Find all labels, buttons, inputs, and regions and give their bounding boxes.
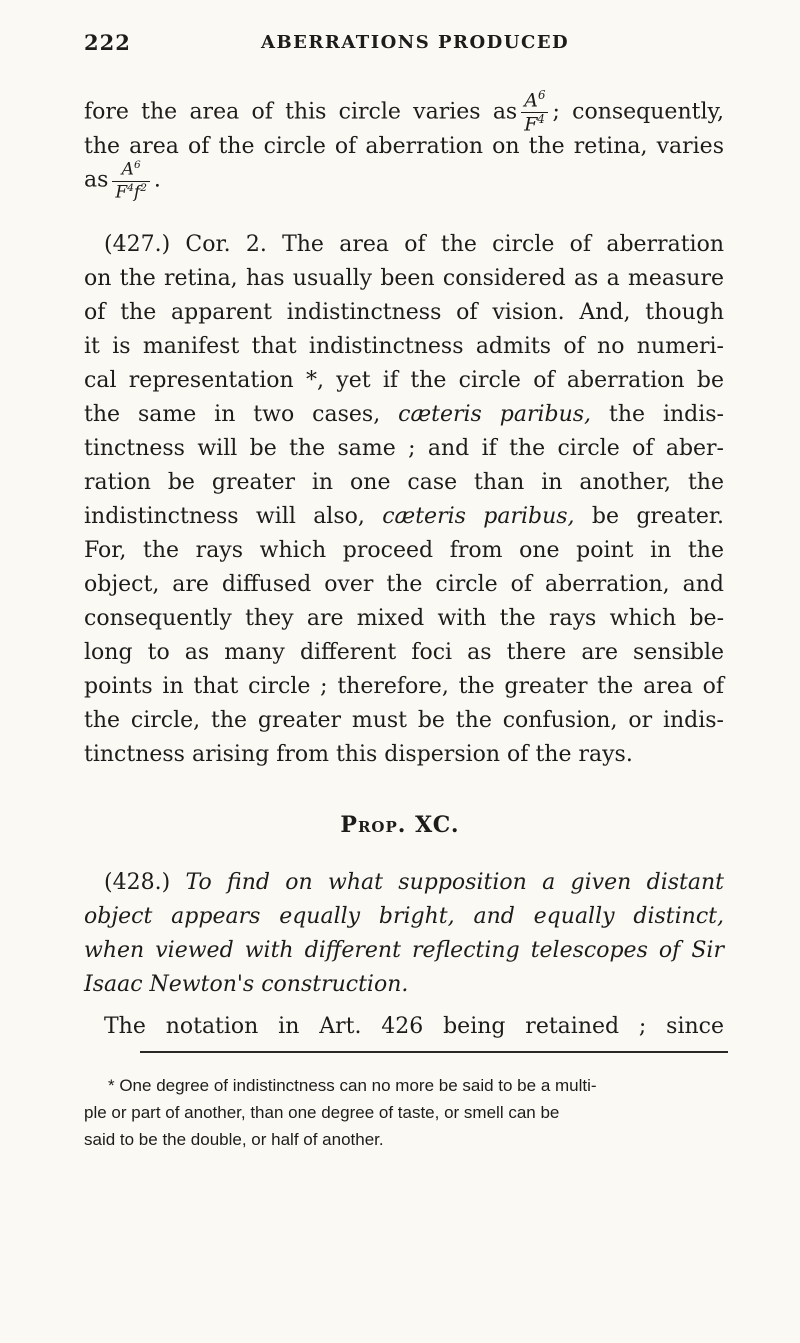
paragraph-cor2-first-line [104,230,724,260]
frac-den-exp: 2 [140,181,147,194]
text-line: tinctness arising from this dispersion of the rays. [84,742,633,767]
text-fragment: . [153,167,161,193]
footnote-line-2: ple or part of another, than one degree of taste, or smell can be [84,1103,560,1122]
text-line: long to as many different foci as there are sensible [84,640,724,665]
text-line: of the apparent indistinctness of vision. And, though [84,300,724,325]
italic-phrase: cæteris paribus, [382,504,575,529]
page-header [84,30,724,56]
text-line [84,400,724,430]
page-number: 222 [84,30,131,55]
text-line: For, the rays which proceed from one point in the [84,538,724,563]
frac-num: A [121,159,134,180]
footnote-rule [140,1051,728,1053]
text-fragment: be greater. [591,504,725,529]
text-line: cal representation *, yet if the circle of aberration be [84,368,724,393]
frac-den: f [133,182,141,203]
footnote-line-1: * One degree of indistinctness can no more be said to be a multi- [108,1076,597,1095]
text-fragment: fore the area of this circle varies as [84,99,518,125]
frac-num: A [524,89,538,112]
text-line: the circle, the greater must be the confusion, or indis- [84,708,724,733]
proposition-line-1 [104,868,724,898]
article-label: (428.) [104,870,171,895]
text-fragment: as [84,167,109,193]
text-fragment: indistinctness will also, [84,504,365,529]
proposition-line-3: when viewed with different reflecting telescopes of Sir [84,938,724,963]
text-fragment: The area of the circle of aberration [282,232,724,257]
italic-phrase: To find on what supposition a given distant [185,870,724,895]
text-line-2: the area of the circle of aberration on the retina, varies [84,134,724,159]
frac-den-exp: 4 [537,112,545,127]
frac-num-exp: 6 [537,88,546,102]
proposition-heading: Prop. XC. [340,812,460,838]
running-title: ABERRATIONS PRODUCED [261,32,570,53]
text-fragment: ; consequently, [552,99,724,125]
text-line: on the retina, has usually been considered as a measure [84,266,724,291]
footnote-line-3: said to be the double, or half of another. [84,1130,384,1149]
frac-den: F [524,113,538,136]
text-line: ration be greater in one case than in another, the [84,470,724,495]
text-line-1 [84,90,724,135]
proposition-line-2: object appears equally bright, and equally distinct, [84,904,724,929]
text-fragment: the indis- [608,402,724,427]
text-line: it is manifest that indistinctness admits of no numeri- [84,334,724,359]
text-line-3 [84,160,724,201]
article-label: (427.) Cor. 2. [104,232,267,257]
text-line: points in that circle ; therefore, the greater the area of [84,674,724,699]
fraction-a6-over-f4 [521,90,548,135]
text-line: tinctness will be the same ; and if the circle of aber- [84,436,724,461]
frac-den-exp: 4 [127,181,134,194]
text-line [84,502,724,532]
fraction-a6-over-f4f2 [112,160,150,201]
text-line: object, are diffused over the circle of aberration, and [84,572,724,597]
text-fragment: the same in two cases, [84,402,381,427]
text-line: The notation in Art. 426 being retained ; since [104,1014,724,1039]
frac-den: F [115,182,128,203]
text-line: consequently they are mixed with the rays which be- [84,606,724,631]
proposition-line-4: Isaac Newton's construction. [84,972,409,997]
italic-phrase: cæteris paribus, [398,402,592,427]
frac-num-exp: 6 [133,159,141,171]
